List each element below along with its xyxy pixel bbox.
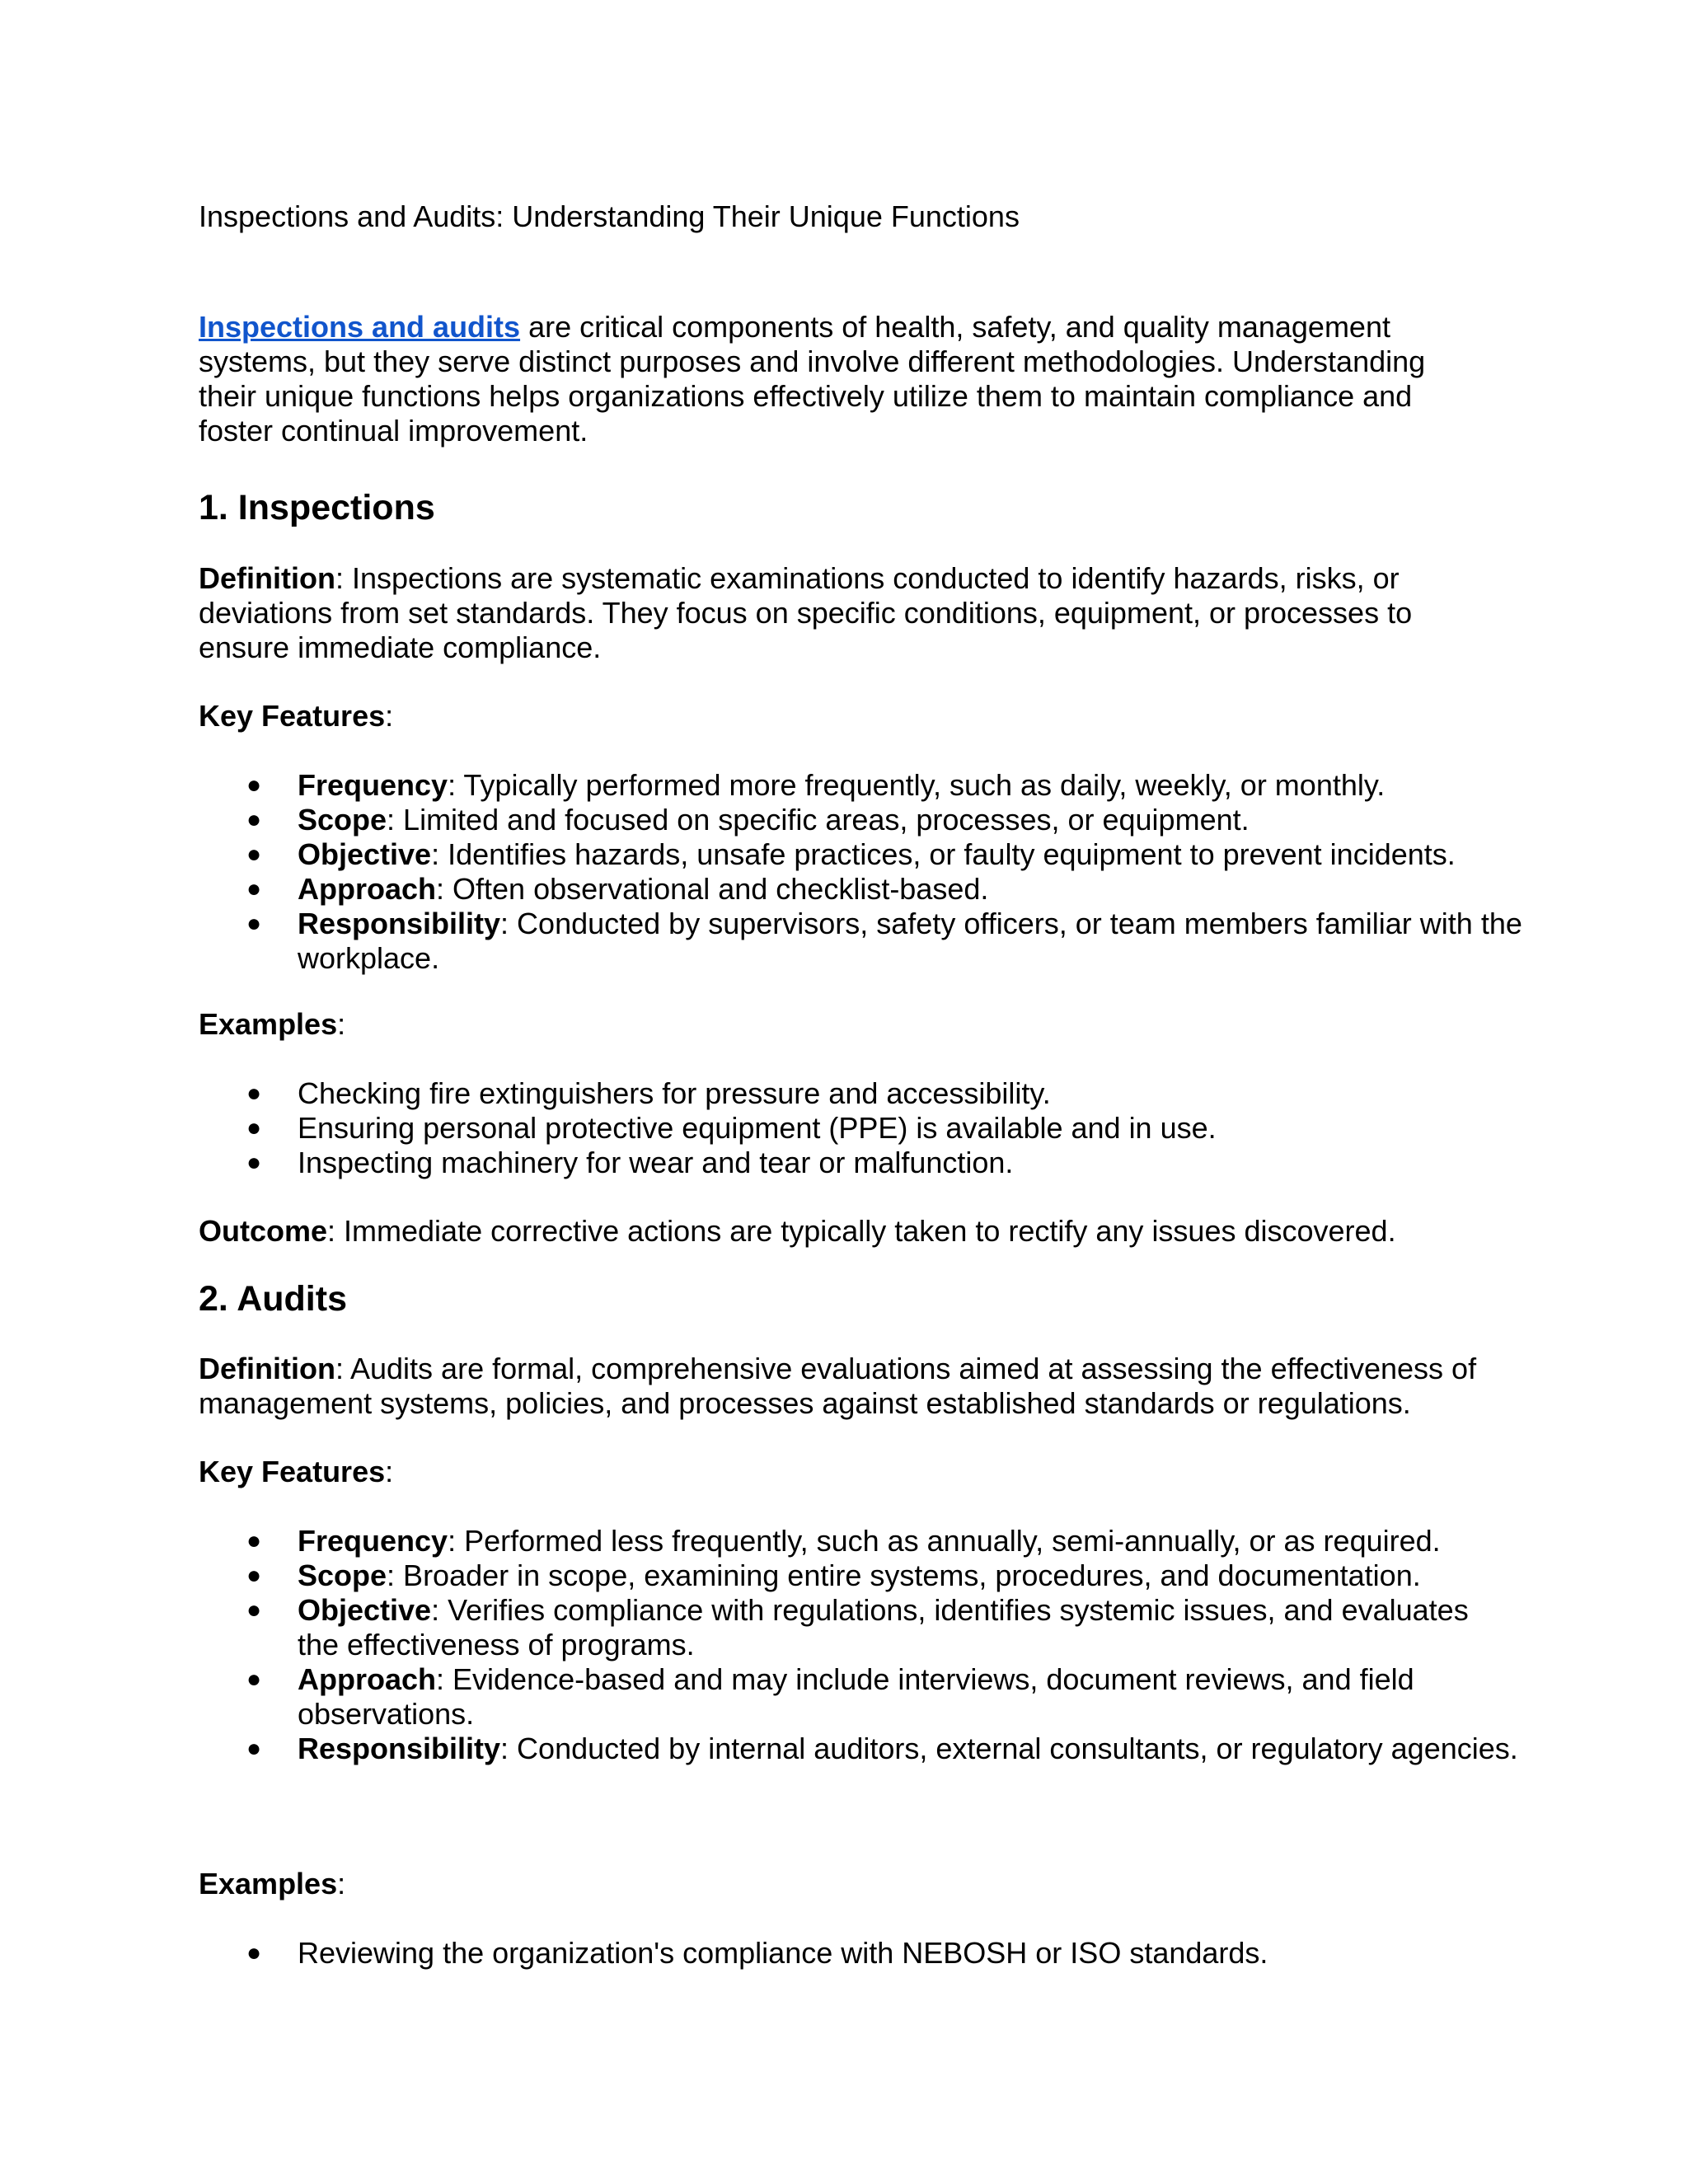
intro-text: are critical components of health, safety, and quality management systems, but they serve distinct purposes and involve different methodologies. Understanding their unique functions helps organizations effectively utilize them to maintain compliance and foster continual improvement. <box>199 310 1426 448</box>
list-item: ● Approach: Evidence-based and may include interviews, document reviews, and field observations. <box>199 1662 1550 1732</box>
list-item: ● Responsibility: Conducted by internal auditors, external consultants, or regulatory agencies. <box>199 1732 1550 1766</box>
list-item: ● Objective: Identifies hazards, unsafe practices, or faulty equipment to prevent incidents. <box>199 837 1501 872</box>
list-item: ● Reviewing the organization's compliance with NEBOSH or ISO standards. <box>199 1936 1501 1971</box>
list-item: ● Frequency: Performed less frequently, such as annually, semi-annually, or as required. <box>199 1524 1501 1558</box>
intro-paragraph <box>199 310 1484 448</box>
section-heading-audits: 2. Audits <box>199 1279 347 1319</box>
list-item: ● Approach: Often observational and checklist-based. <box>199 872 1501 907</box>
list-item: ● Ensuring personal protective equipment (PPE) is available and in use. <box>199 1111 1501 1146</box>
list-item: ● Scope: Limited and focused on specific areas, processes, or equipment. <box>199 803 1501 837</box>
audits-definition: Definition: Audits are formal, comprehensive evaluations aimed at assessing the effectiveness of management systems, policies, and processes against established standards or regulations. <box>199 1352 1477 1420</box>
list-item: ● Frequency: Typically performed more frequently, such as daily, weekly, or monthly. <box>199 768 1501 803</box>
audits-key-features-list <box>199 1524 1518 1766</box>
definition-label: Definition <box>199 1352 335 1385</box>
list-item: ● Objective: Verifies compliance with regulations, identifies systemic issues, and evaluates the effectiveness of programs. <box>199 1593 1476 1662</box>
audits-examples-label: Examples: <box>199 1867 346 1900</box>
section-heading-inspections: 1. Inspections <box>199 488 435 527</box>
document-title: Inspections and Audits: Understanding Their Unique Functions <box>199 199 1020 233</box>
list-item: ● Checking fire extinguishers for pressure and accessibility. <box>199 1076 1501 1111</box>
list-item: ● Scope: Broader in scope, examining entire systems, procedures, and documentation. <box>199 1558 1501 1593</box>
inspections-examples-list <box>199 1076 1501 1180</box>
inspections-key-features-list <box>199 768 1522 976</box>
inspections-definition: Definition: Inspections are systematic examinations conducted to identify hazards, risks, or deviations from set standards. They focus on specific conditions, equipment, or processes to ensure immediate compliance. <box>199 561 1413 664</box>
inspections-outcome: Outcome: Immediate corrective actions are typically taken to rectify any issues discovered. <box>199 1214 1396 1248</box>
audits-key-features-label: Key Features: <box>199 1455 394 1488</box>
inspections-examples-label: Examples: <box>199 1007 346 1041</box>
inspections-key-features-label: Key Features: <box>199 699 394 733</box>
list-item: ● Responsibility: Conducted by supervisors, safety officers, or team members familiar with the workplace. <box>199 907 1550 976</box>
audits-examples-list <box>199 1936 1501 1971</box>
inspections-audits-link[interactable]: Inspections and audits <box>199 310 521 344</box>
definition-label: Definition <box>199 561 335 595</box>
list-item: ● Inspecting machinery for wear and tear or malfunction. <box>199 1146 1501 1180</box>
